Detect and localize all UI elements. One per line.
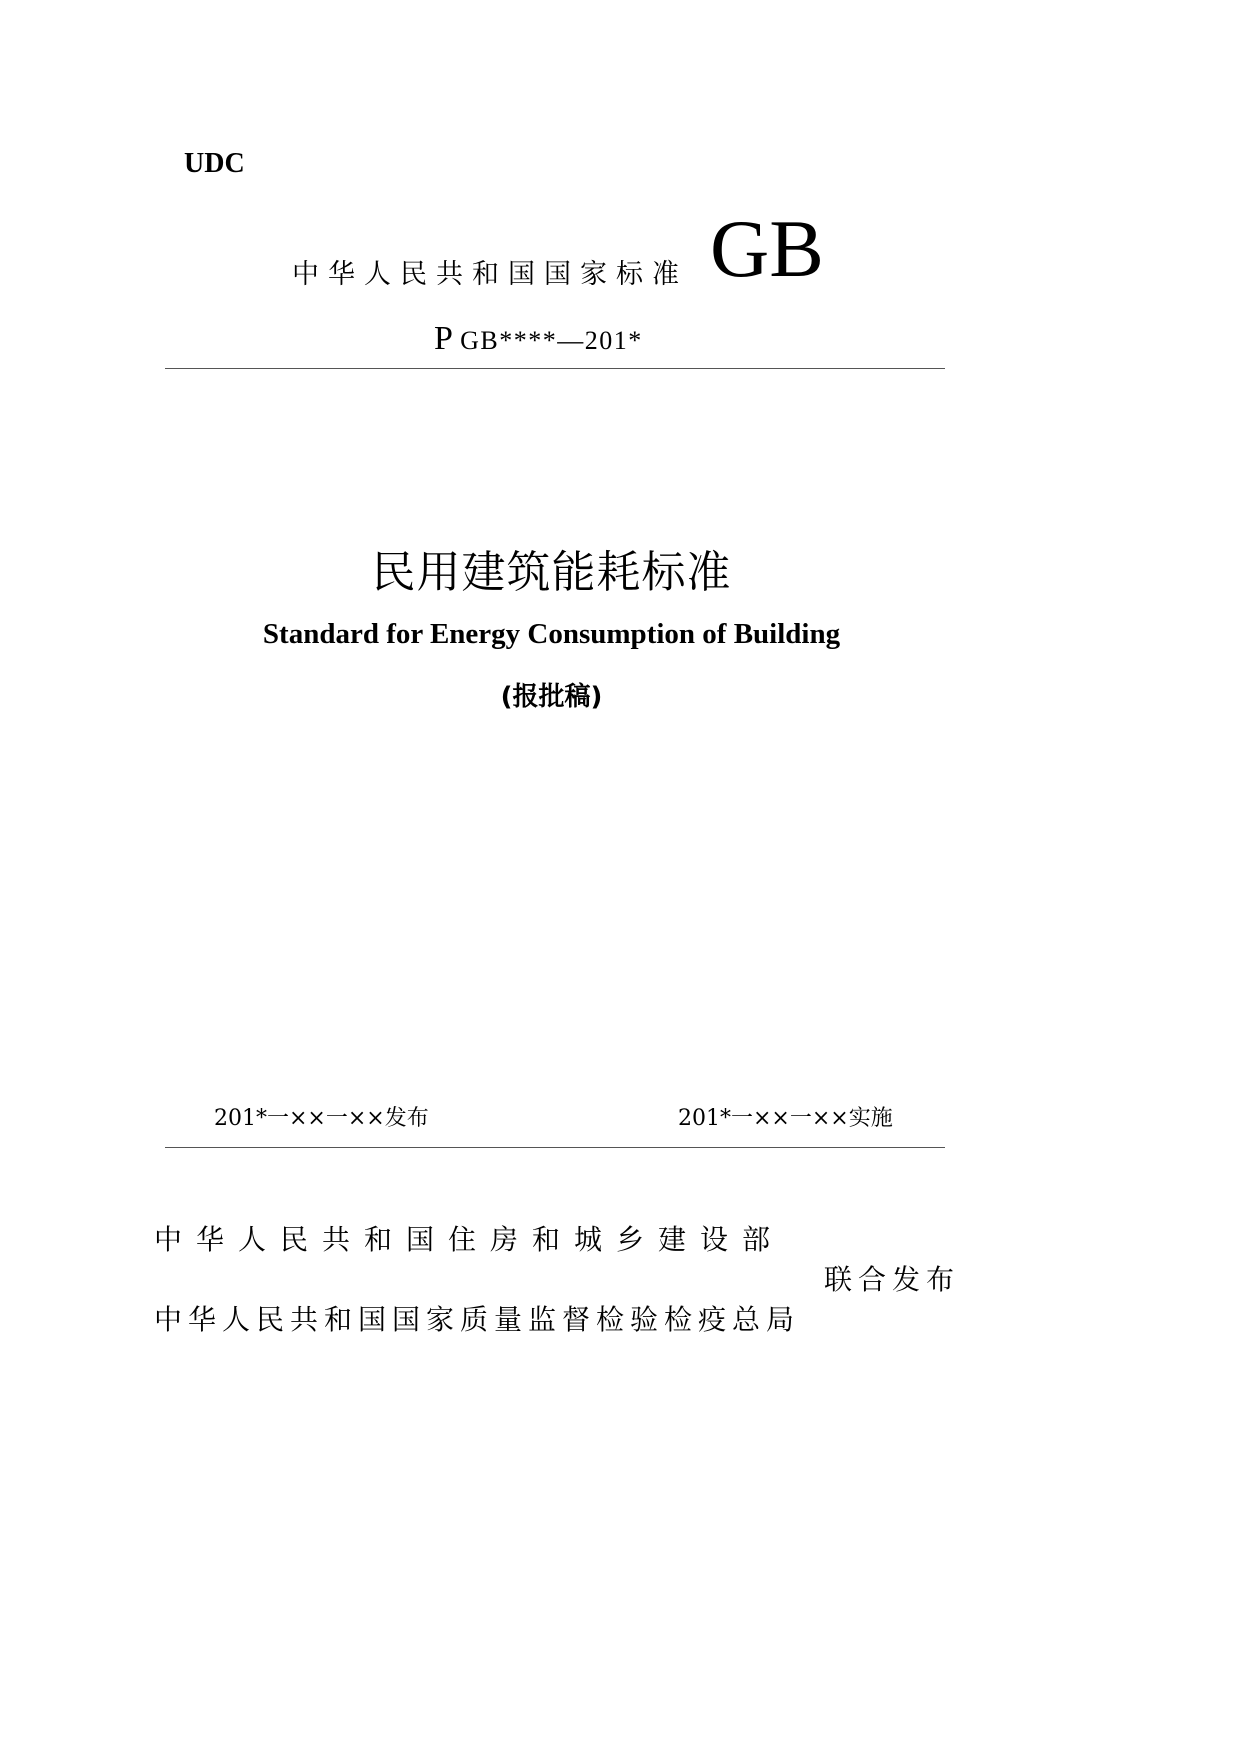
publish-date: 201*一××一××发布 bbox=[214, 1106, 429, 1131]
standard-code bbox=[434, 320, 643, 358]
gb-mark: GB bbox=[710, 203, 824, 294]
issuer-ministry-quality: 中华人民共和国国家质量监督检验检疫总局 bbox=[154, 1303, 801, 1336]
top-divider bbox=[165, 368, 945, 369]
implement-date: 201*一××一××实施 bbox=[678, 1106, 893, 1131]
joint-publish-label: 联合发布 bbox=[824, 1263, 961, 1296]
issuer-ministry-housing: 中华人民共和国住房和城乡建设部 bbox=[154, 1223, 785, 1256]
standard-code-number: GB****—201* bbox=[460, 326, 643, 355]
bottom-divider bbox=[165, 1147, 945, 1148]
national-standard-label: 中华人民共和国国家标准 bbox=[292, 259, 688, 290]
draft-status: (报批稿) bbox=[500, 682, 603, 712]
document-title-chinese: 民用建筑能耗标准 bbox=[371, 547, 732, 598]
document-title-english: Standard for Energy Consumption of Building bbox=[262, 618, 841, 650]
udc-label: UDC bbox=[184, 148, 245, 179]
standard-code-prefix: P bbox=[434, 320, 452, 357]
